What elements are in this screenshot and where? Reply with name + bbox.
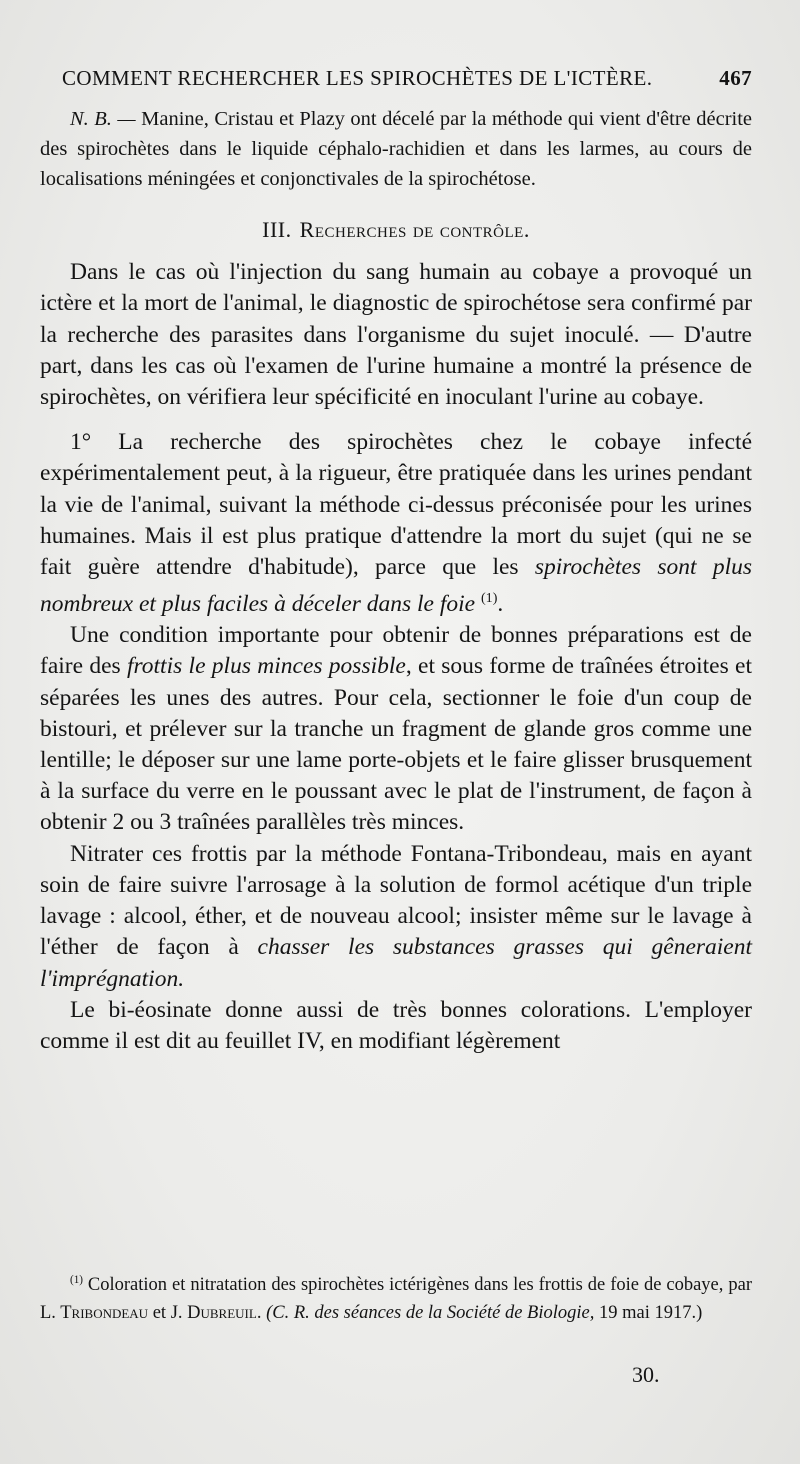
paragraph-method-1-end: . [497, 591, 504, 618]
footnote-reference[interactable]: (1) [480, 590, 498, 607]
paragraph-nitration-lead: Nitrater ces frottis par la méthode Fontana-Tribondeau, mais en ayant soin de faire suivre l'arrosage à la solution de formol acétique d'un triple lavage : alcool, éther, et de nouveau alcool; insister même sur le lavage à l'éther de façon à [40, 840, 752, 961]
paragraph-smear-rest: , et sous forme de traînées étroites et séparées les unes des autres. Pour cela, sectionner le foie d'un coup de bistouri, et prélever sur la tranche un fragment de glande gros comme une lentille; le déposer sur une lame porte-objets et le faire glisser brusquement à la surface du verre en le poussant avec le plat de l'instrument, de façon à obtenir 2 ou 3 traînées parallèles très minces. [40, 653, 752, 836]
paragraph-method-1-lead: 1° La recherche des spirochètes chez le cobaye infecté expérimentalement peut, à la rigueur, être pratiquée dans les urines pendant la vie de l'animal, suivant la méthode ci-dessus préconisée pour les urines humaines. Mais il est plus pratique d'attendre la mort du sujet (qui ne se fait guère attendre d'habitude), parce que les [40, 429, 752, 581]
paragraph-nitration-italic: chasser les substances grasses qui gêneraient l'imprégnation. [40, 934, 753, 992]
nota-bene-paragraph [40, 104, 752, 194]
running-header [62, 66, 752, 91]
footnote-and: et [152, 1303, 167, 1324]
header-title: COMMENT RECHERCHER LES SPIROCHÈTES DE L'ICTÈRE. [62, 66, 653, 90]
paragraph-smear-italic: frottis le plus minces possible [126, 653, 406, 680]
footnote-text: Coloration et nitratation des spirochètes ictérigènes dans les frottis de foie de cobaye, par [87, 1275, 752, 1296]
footnote-reference-source: (C. R. des séances de la Société de Biologie, [266, 1303, 595, 1324]
footnote-author-1: L. Tribondeau [40, 1303, 149, 1324]
paragraph-staining: Le bi-éosinate donne aussi de très bonnes colorations. L'employer comme il est dit au feuillet IV, en modifiant légèrement [40, 996, 752, 1054]
footnote-author-2: J. Dubreuil. [170, 1303, 262, 1324]
paragraph-nitration [40, 839, 752, 995]
footnote [40, 1266, 752, 1327]
paragraph-smear [40, 620, 752, 838]
paragraph-method-1-italic: spirochètes sont plus nombreux et plus faciles à déceler dans le foie [40, 554, 752, 618]
section-number: III. [262, 217, 292, 242]
nota-bene-tag: N. B. — [70, 108, 136, 130]
nota-bene-text: Manine, Cristau et Plazy ont décelé par la méthode qui vient d'être décrite des spirochètes dans le liquide céphalo-rachidien et dans les larmes, au cours de localisations méningées et conjonctivales de la spirochétose. [40, 108, 753, 190]
paragraph-intro: Dans le cas où l'injection du sang humain au cobaye a provoqué un ictère et la mort de l'animal, le diagnostic de spirochétose sera confirmé par la recherche des parasites dans l'organisme du sujet inoculé. — D'autre part, dans les cas où l'examen de l'urine humaine a montré la présence de spirochètes, on vérifiera leur spécificité en inoculant l'urine au cobaye. [40, 259, 752, 411]
footnote-reference-date: 19 mai 1917.) [598, 1303, 703, 1324]
section-title: Recherches de contrôle. [299, 217, 530, 242]
page-number: 467 [719, 66, 752, 90]
paragraph-smear-lead: Une condition importante pour obtenir de bonnes préparations est de faire des [40, 622, 752, 680]
signature-mark: 30. [632, 1362, 660, 1387]
paragraph-method-1 [40, 427, 752, 620]
section-heading [40, 214, 752, 245]
body-text [40, 104, 752, 1057]
footnote-marker: (1) [70, 1274, 83, 1286]
